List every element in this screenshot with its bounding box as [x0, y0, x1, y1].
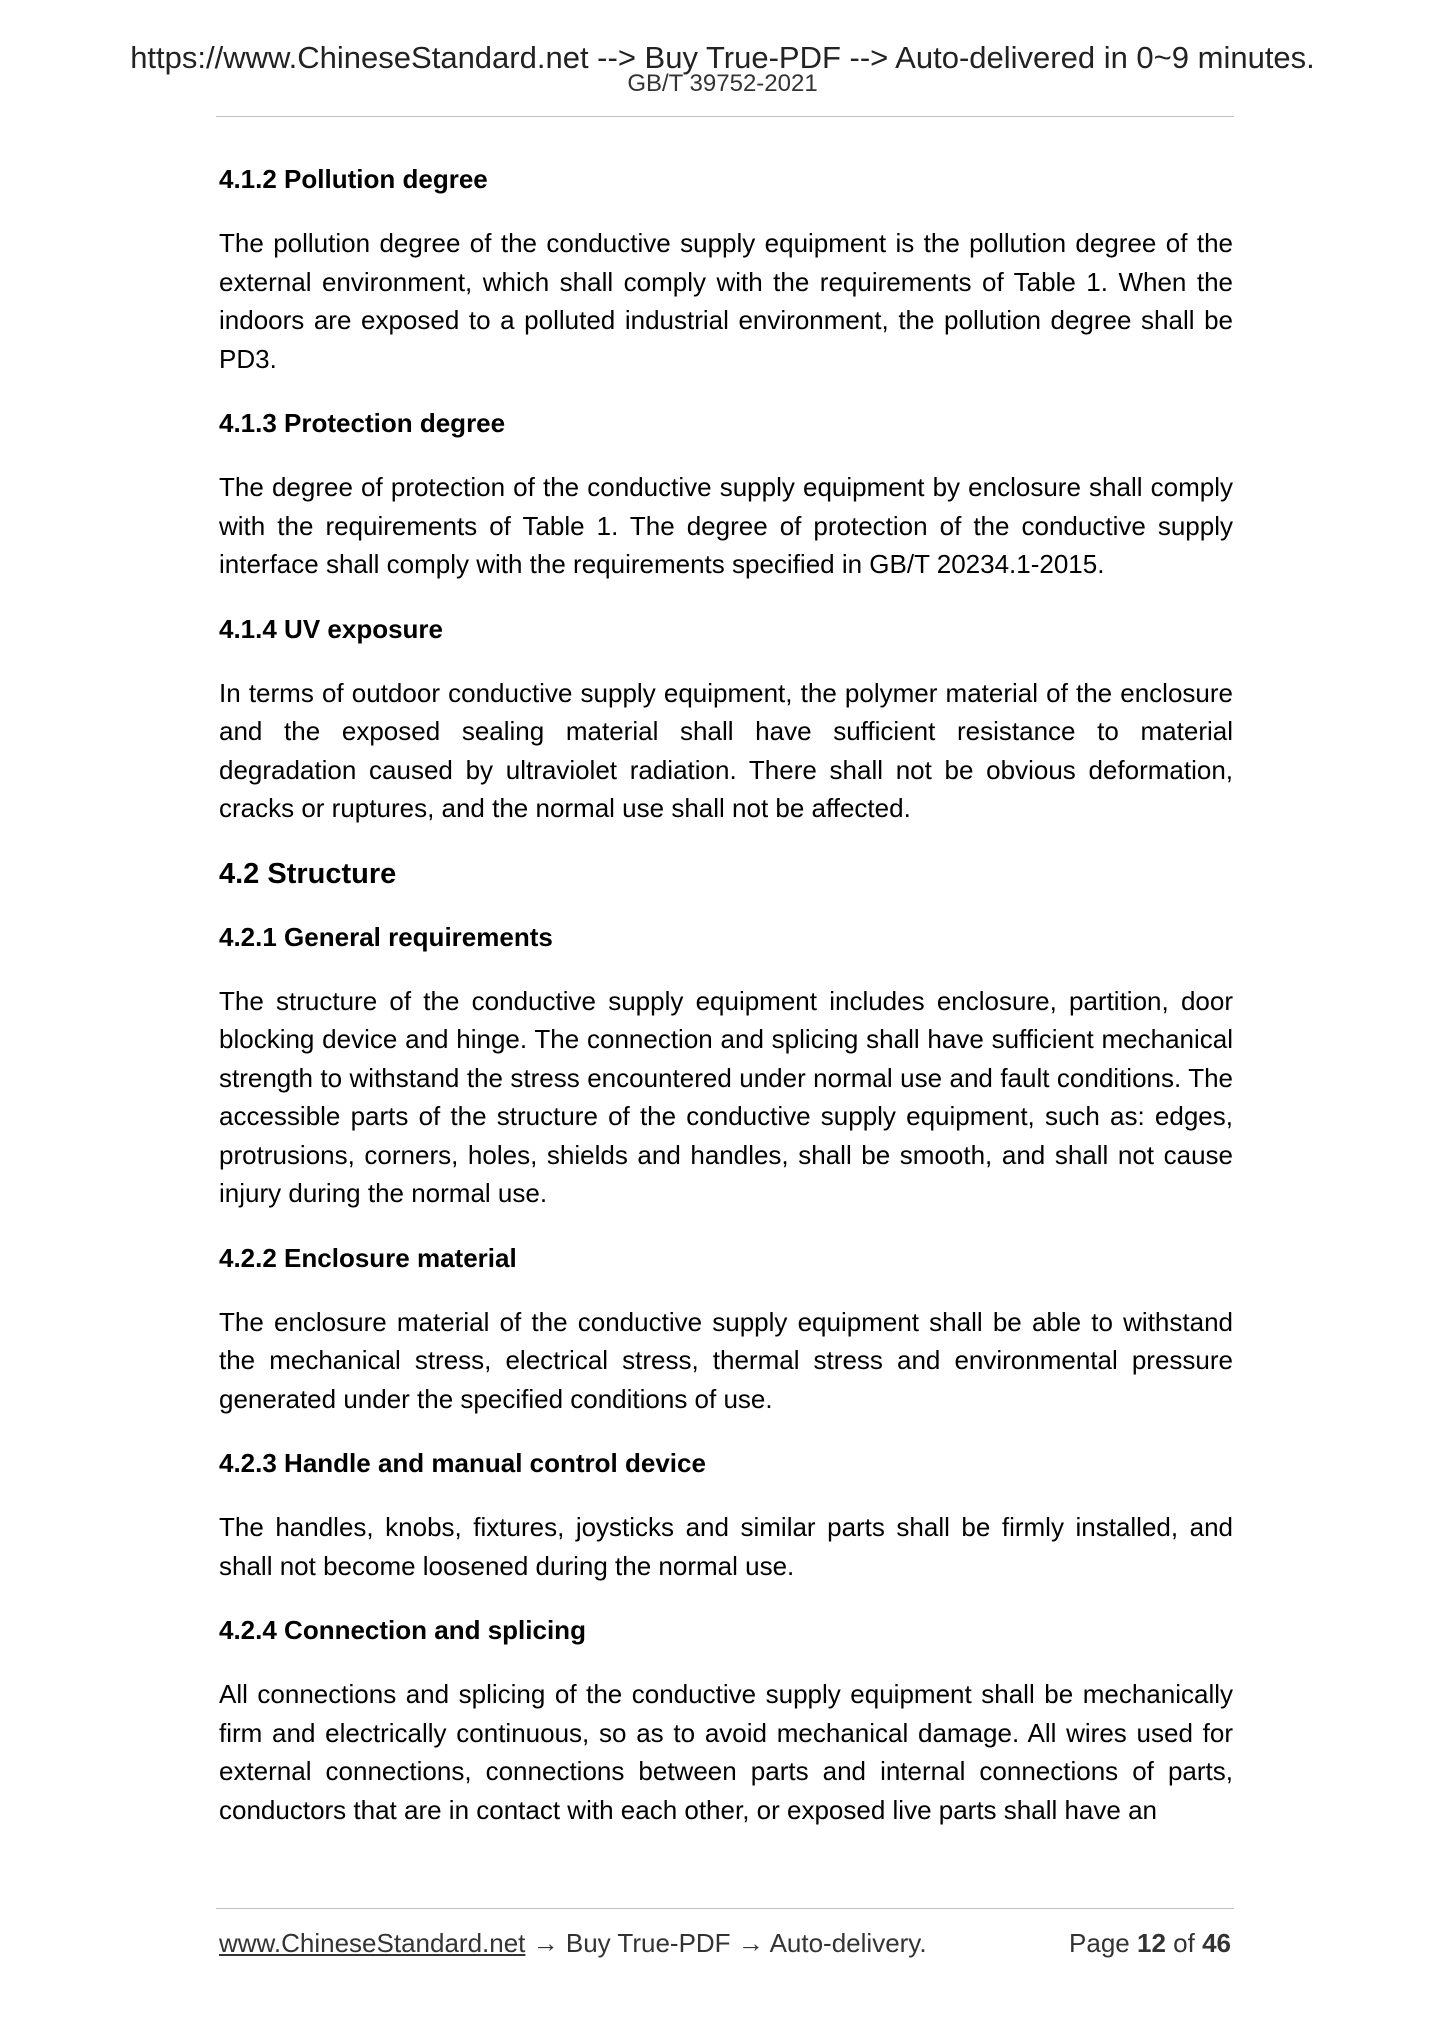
section-heading-4-2-1: 4.2.1 General requirements — [219, 921, 553, 952]
section-body-4-2-4: All connections and splicing of the conductive supply equipment shall be mechanically firm and electrically continuous, so as to avoid mechanical damage. All wires used for external connections, connections between parts and internal connections of parts, conductors that are in contact with each other, or exposed live parts shall have an — [219, 1679, 1233, 1825]
footer-divider — [216, 1908, 1234, 1909]
section-heading-4-2-2: 4.2.2 Enclosure material — [219, 1242, 517, 1273]
section-heading-4-2-4: 4.2.4 Connection and splicing — [219, 1615, 586, 1645]
page-indicator — [1069, 1928, 1231, 1959]
section-heading-4-2-3: 4.2.3 Handle and manual control device — [219, 1448, 706, 1478]
page-content — [219, 160, 1233, 1855]
page-label: Page — [1069, 1928, 1130, 1958]
section-body-4-1-4: In terms of outdoor conductive supply equipment, the polymer material of the enclosure and the exposed sealing material shall have sufficient resistance to material degradation caused by ultraviolet radiation. There shall not be obvious deformation, cracks or ruptures, and the normal use shall not be affected. — [219, 677, 1233, 823]
section-heading-4-1-4: 4.1.4 UV exposure — [219, 613, 443, 644]
section-body-4-2-3: The handles, knobs, fixtures, joysticks and similar parts shall be firmly installed, and shall not become loosened during the normal use. — [219, 1512, 1233, 1581]
footer-tagline: → Buy True-PDF → Auto-delivery. — [525, 1928, 927, 1958]
section-body-4-1-2: The pollution degree of the conductive supply equipment is the pollution degree of the external environment, which shall comply with the requirements of Table 1. When the indoors are exposed to a polluted industrial environment, the pollution degree shall be PD3. — [219, 228, 1233, 374]
section-body-4-1-3: The degree of protection of the conductive supply equipment by enclosure shall comply with the requirements of Table 1. The degree of protection of the conductive supply interface shall comply with the requirements specified in GB/T 20234.1-2015. — [219, 472, 1233, 579]
section-body-4-2-2: The enclosure material of the conductive supply equipment shall be able to withstand the mechanical stress, electrical stress, thermal stress and environmental pressure generated under the specified conditions of use. — [219, 1306, 1233, 1414]
section-heading-4-1-3: 4.1.3 Protection degree — [219, 408, 506, 438]
total-pages: 46 — [1202, 1928, 1231, 1958]
footer-left — [219, 1928, 927, 1959]
document-code: GB/T 39752-2021 — [627, 70, 818, 97]
of-label: of — [1173, 1928, 1195, 1958]
section-body-4-2-1: The structure of the conductive supply equipment includes enclosure, partition, door blocking device and hinge. The connection and splicing shall have sufficient mechanical strength to withstand the stress encountered under normal use and fault conditions. The accessible parts of the structure of the conductive supply equipment, such as: edges, protrusions, corners, holes, shields and handles, shall be smooth, and shall not cause injury during the normal use. — [219, 985, 1233, 1208]
top-banner: https://www.ChineseStandard.net --> Buy True-PDF --> Auto-delivered in 0~9 minutes. — [130, 40, 1315, 75]
section-heading-4-1-2: 4.1.2 Pollution degree — [219, 164, 488, 194]
page-number: 12 — [1137, 1928, 1166, 1958]
section-heading-4-2: 4.2 Structure — [219, 857, 397, 890]
header-divider — [216, 116, 1234, 117]
footer-site-link[interactable]: www.ChineseStandard.net — [219, 1928, 526, 1958]
